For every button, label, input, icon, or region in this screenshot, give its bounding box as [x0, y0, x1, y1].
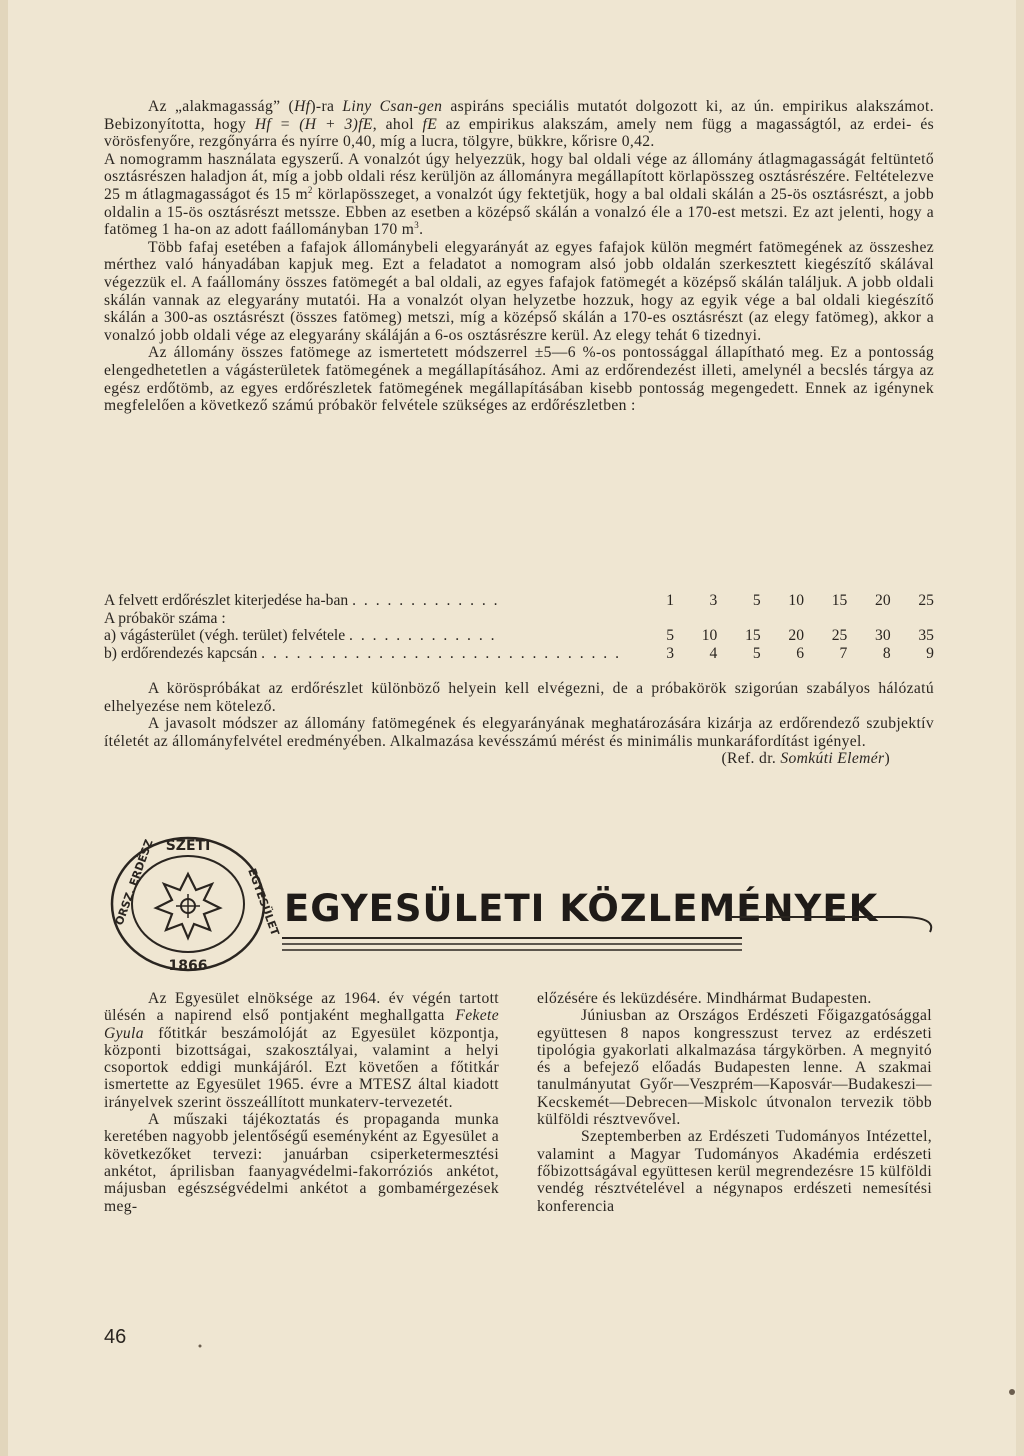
news-paragraph-board-meeting: Az Egyesület elnöksége az 1964. év végén tartott ülésén a napirend első pontjaként meghallgatta Fekete Gyula főtitkár beszámolóját az Egyesület központja, központi bizottságai, szakosztályai, valamint a helyi csoportok eddigi munkájáról. Ezt követően a főtitkár ismertette az Egyesület 1965. évre a MTESZ által kiadott irányelvek szerint összeállított munkaterv-tervezetét. [104, 990, 499, 1111]
secretary-name: Fekete Gyula [104, 1007, 499, 1042]
table-cell: 15 [745, 627, 761, 645]
row-label: b) erdőrendezés kapcsán . . . . . . . . . . . . . . . . . . . . . . . . . . . . . . . [104, 644, 621, 662]
heading-rule [282, 934, 742, 954]
table-cell: 8 [882, 644, 891, 662]
reviewer-reference: (Ref. dr. Somkúti Elemér) [721, 750, 890, 768]
news-column-left [104, 990, 499, 1215]
sample-plot-table [104, 592, 934, 662]
table-cell: 10 [788, 592, 804, 609]
table-cell: 20 [875, 592, 891, 609]
news-paragraph-conferences: A műszaki tájékoztatás és propaganda munka keretében nagyobb jelentőségű eseményként az Egyesület a következőket tervezi: januárban csiperketermesztési ankétot, áprilisban faanyagvédelmi-fakorróziós ankétot, májusban egészségvédelmi ankétot a gombamérgezések meg- [104, 1111, 499, 1215]
paragraph-nomogram-usage: A nomogramm használata egyszerű. A vonalzót úgy helyezzük, hogy bal oldali vége az állomány átlagmagasságát feltüntető osztásrészen haladjon át, míg a jobb oldali rész kerüljön az állományra megállapított körlapösszeg osztásrészére. Feltételezve 25 m átlagmagasságot és 15 $m^2$ körlapösszeget, a vonalzót úgy fektetjük, hogy a bal oldali skálán a 25-ös osztásrészt, a jobb oldalin a 15-ös osztásrészt metssze. Ebben az esetben a középső skálán a vonalzó éle a 170-est metszi. Ez azt jelenti, hogy a fatömeg 1 ha-on az adott faállományban 170 $m^3$. [104, 150, 934, 239]
association-seal-icon [106, 830, 282, 978]
article-continuation [104, 98, 934, 415]
table-cell: 5 [752, 644, 761, 662]
seal-right-text: EGYESÜLET [245, 866, 282, 938]
paragraph-accuracy: Az állomány összes fatömege az ismertetett módszerrel ±5—6 %-os pontossággal állapítható meg. Ez a pontosság elengedhetetlen a vágásterületek fatömegének a megállapításához. Ami az erdőrendezést illeti, amelynél a becslés tárgya az egész erdőtömb, az egyes erdőrészletek fatömegének megállapításában kisebb pontosság megengedett. Ennek az igénynek megfelelően a következő számú próbakör felvétele szükséges az erdőrészletben : [104, 344, 934, 415]
row-label: A felvett erdőrészlet kiterjedése ha-ban . . . . . . . . . . . . . [104, 592, 500, 609]
table-cell: 7 [839, 644, 848, 662]
paragraph-empirical-form-factor: Az „alakmagasság” (Hf)-ra Liny Csan-gen aspiráns speciális mutatót dolgozott ki, az ún. empirikus alakszámot. Bebizonyította, hogy Hf = (H + 3)fE, ahol fE az empirikus alakszám, amely nem függ a magasságtól, az erdei- és vörösfenyőre, rezgőnyárra és nyírre 0,40, míg a lucra, tölgyre, bükkre, kőrisre 0,42. [104, 98, 935, 151]
table-cell: 25 [831, 627, 848, 645]
heading-swash [730, 900, 940, 934]
table-cell: 30 [875, 627, 891, 645]
section-heading: EGYESÜLETI KÖZLEMÉNYEK [284, 887, 879, 930]
row-label: A próbakör száma : [104, 609, 226, 627]
author-name: Liny Csan-gen [342, 98, 443, 115]
table-row [104, 627, 934, 645]
table-cell: 5 [666, 627, 674, 645]
news-column-right [537, 990, 932, 1215]
table-row [104, 592, 934, 610]
table-cell: 6 [796, 644, 804, 662]
seal-year: 1866 [168, 958, 208, 974]
table-cell: 9 [926, 644, 934, 662]
seal-top-text: SZETI [165, 838, 211, 854]
paragraph-species-mix: Több fafaj esetében a fafajok állománybeli elegyarányát az egyes fafajok külön megmért fatömegének az összeshez mérthez való hányadában kapjuk meg. Ezt a feladatot a nomogram alsó jobb oldalán szerkesztett kiegészítő skálával végezzük el. A faállomány összes fatömegét a bal oldali, az egyes fafajok fatömegét a középső skálán találjuk. A jobb oldali skálán vannak az elegyarány mutatói. Ha a vonalzót olyan helyzetbe hozzuk, hogy az egyik vége a bal oldali kiegészítő skálán a 300-as osztásrészt (összes fatömeg) metszi, míg a középső skálán a 170-es osztásrészt (az elegy fatömeg), akkor a vonalzó jobb oldali vége az elegyarány skáláján a 6-os osztásrészre kerül. Az elegy tehát 6 tizednyi. [104, 238, 934, 344]
formula: Hf = (H + 3)fE [254, 115, 373, 133]
table-row [104, 610, 934, 628]
table-cell: 3 [709, 592, 718, 609]
paragraph-plot-placement: A köröspróbákat az erdőrészlet különböző helyein kell elvégezni, de a próbakörök szigorúan szabályos hálózatú elhelyezése nem kötelező. [104, 680, 934, 715]
table-cell: 20 [788, 627, 804, 645]
table-cell: 5 [752, 592, 761, 609]
news-paragraph-september: Szeptemberben az Erdészeti Tudományos Intézettel, valamint a Magyar Tudományos Akadémia erdészeti főbizottságával együttesen kerül megrendezésre 15 külföldi vendég résztvételével a négynapos erdészeti nemesítési konferencia [537, 1128, 932, 1215]
paragraph-method-summary: A javasolt módszer az állomány fatömegének és elegyarányának meghatározására kizárja az erdőrendező szubjektív ítéletét az állományfelvétel eredményében. Alkalmazása kevésszámú mérést és minimális munkaráfordítást igényel. [104, 715, 934, 750]
table-cell: 4 [709, 644, 718, 662]
table-cell: 1 [666, 592, 674, 609]
table-cell: 35 [918, 627, 934, 645]
table-cell: 3 [666, 644, 674, 662]
table-row [104, 645, 934, 663]
table-cell: 15 [831, 592, 848, 609]
table-cell: 10 [701, 627, 718, 645]
article-closing [104, 680, 934, 768]
page-number: 46 [104, 1326, 127, 1348]
news-paragraph-continuation: előzésére és leküzdésére. Mindhármat Budapesten. [537, 990, 872, 1007]
row-label: a) vágásterület (végh. terület) felvétele . . . . . . . . . . . . . [104, 627, 497, 645]
table-cell: 25 [918, 592, 934, 609]
news-paragraph-congress: Júniusban az Országos Erdészeti Főigazgatósággal együttesen 8 napos kongresszust tervez az erdészeti tipológia gyakorlati alkalmazása tárgykörben. A megnyitó és a befejező előadás Budapesten lenne. A szakmai tanulmányutat Győr—Veszprém—Kaposvár—Budakeszi—Kecskemét—Debrecen—Miskolc útvonalon tervezik több külföldi résztvevővel. [537, 1007, 932, 1129]
seal-left-text: ORSZ. ERDÉSZ [112, 837, 156, 928]
reviewer-name: Somkúti Elemér [780, 750, 885, 768]
